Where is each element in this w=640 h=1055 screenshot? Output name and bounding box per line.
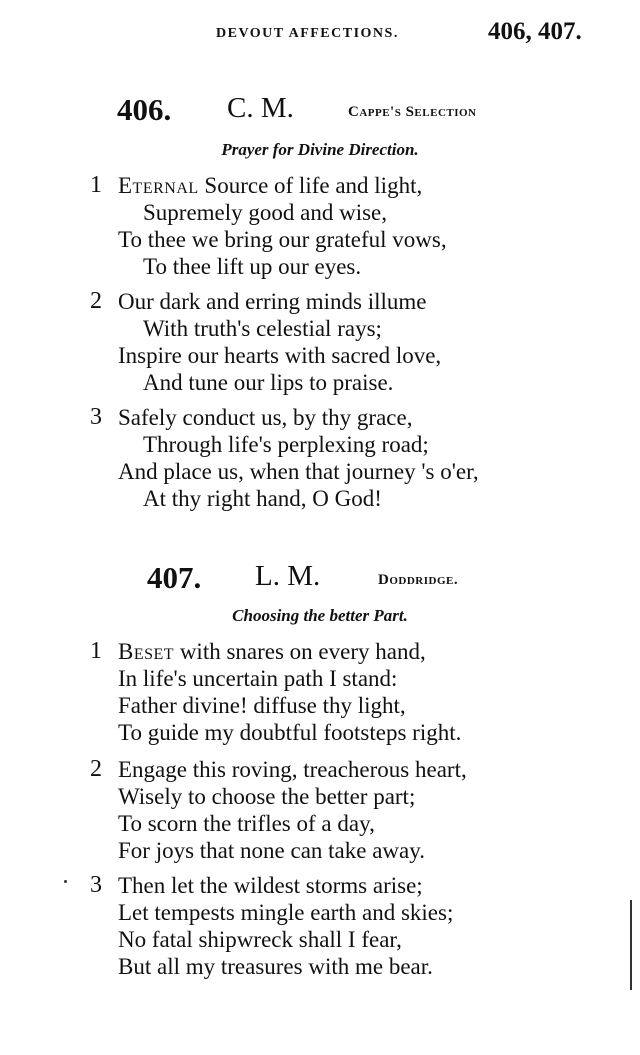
verse-line: In life's uncertain path I stand: bbox=[118, 666, 398, 691]
scan-speck bbox=[64, 880, 67, 883]
verse-first-word: Eternal bbox=[118, 173, 199, 198]
verse-line bbox=[118, 872, 423, 899]
verse-number: 1 bbox=[90, 638, 102, 664]
verse-line: Let tempests mingle earth and skies; bbox=[118, 900, 454, 925]
verse-line: With truth's celestial rays; bbox=[143, 316, 382, 341]
verse-line: Father divine! diffuse thy light, bbox=[118, 693, 406, 718]
verse-line bbox=[118, 404, 412, 431]
verse-line: Supremely good and wise, bbox=[143, 200, 388, 225]
verse-line bbox=[118, 288, 427, 315]
verse-number: 1 bbox=[90, 172, 102, 198]
verse-line bbox=[118, 638, 426, 665]
verse-line bbox=[118, 756, 467, 783]
verse-line: To thee lift up our eyes. bbox=[143, 254, 362, 279]
verse-first-word: Beset bbox=[118, 639, 175, 664]
verse-first-line-rest: Source of life and light, bbox=[198, 173, 423, 198]
verse-line: No fatal shipwreck shall I fear, bbox=[118, 927, 402, 952]
verse-line: To thee we bring our grateful vows, bbox=[118, 227, 447, 252]
hymn-406-heading bbox=[0, 92, 640, 132]
running-title: DEVOUT AFFECTIONS. bbox=[216, 26, 399, 41]
verse-first-line-rest: with snares on every hand, bbox=[174, 639, 426, 664]
verse-number: 2 bbox=[90, 756, 102, 782]
hymn-407-heading bbox=[0, 560, 640, 600]
verse-line: Through life's perplexing road; bbox=[143, 432, 429, 457]
hymn-number: 407. bbox=[147, 560, 202, 595]
verse-line: And place us, when that journey 's o'er, bbox=[118, 459, 479, 484]
verse-first-line-rest: Our dark and erring minds illume bbox=[118, 289, 427, 314]
hymn-author: Cappe's Selection bbox=[348, 104, 477, 120]
verse-line: And tune our lips to praise. bbox=[143, 370, 394, 395]
hymn-subtitle: Choosing the better Part. bbox=[232, 606, 408, 625]
verse-number: 2 bbox=[90, 288, 102, 314]
verse-first-line-rest: Engage this roving, treacherous heart, bbox=[118, 757, 467, 782]
verse-line: To scorn the trifles of a day, bbox=[118, 811, 375, 836]
verse-line: But all my treasures with me bear. bbox=[118, 954, 433, 979]
verse-line: At thy right hand, O God! bbox=[143, 486, 382, 511]
verse-number: 3 bbox=[90, 404, 102, 430]
verse-line: Wisely to choose the better part; bbox=[118, 784, 416, 809]
page-header bbox=[0, 18, 640, 48]
verse-line: For joys that none can take away. bbox=[118, 838, 425, 863]
hymn-author: Doddridge. bbox=[378, 572, 459, 588]
verse-first-line-rest: Safely conduct us, by thy grace, bbox=[118, 405, 413, 430]
scan-edge-mark bbox=[630, 900, 632, 990]
hymn-meter: L. M. bbox=[255, 560, 321, 592]
hymn-number: 406. bbox=[117, 92, 172, 127]
hymn-meter: C. M. bbox=[227, 92, 294, 124]
verse-line bbox=[118, 172, 422, 199]
verse-first-line-rest: Then let the wildest storms arise; bbox=[118, 873, 423, 898]
verse-number: 3 bbox=[90, 872, 102, 898]
hymn-subtitle: Prayer for Divine Direction. bbox=[221, 140, 419, 159]
verse-line: Inspire our hearts with sacred love, bbox=[118, 343, 442, 368]
verse-line: To guide my doubtful footsteps right. bbox=[118, 720, 462, 745]
page-numbers: 406, 407. bbox=[488, 18, 582, 45]
